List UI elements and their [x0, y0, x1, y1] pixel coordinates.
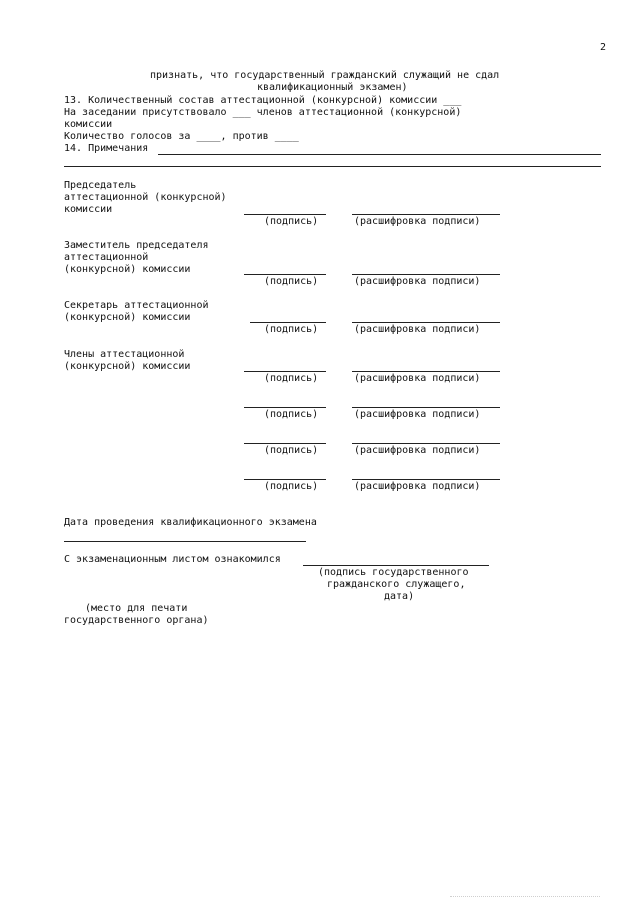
exam-date-label: Дата проведения квалификационного экзамена [64, 517, 317, 528]
chair-signature-line [244, 214, 326, 215]
notes-line-1 [158, 154, 601, 155]
notes-line-2 [64, 166, 601, 167]
intro-line-1: признать, что государственный гражданский служащий не сдал [150, 70, 500, 81]
members-label-1: Члены аттестационной [64, 349, 185, 360]
chair-label-1: Председатель [64, 180, 137, 191]
deputy-signature-caption: (подпись) [264, 276, 319, 287]
member-1-transcript-line [352, 371, 500, 372]
member-3-transcript-line [352, 443, 500, 444]
deputy-transcript-line [352, 274, 500, 275]
secretary-transcript-caption: (расшифровка подписи) [354, 324, 481, 335]
chair-label-2: аттестационной (конкурсной) [64, 192, 227, 203]
deputy-label-3: (конкурсной) комиссии [64, 264, 191, 275]
member-4-transcript-line [352, 479, 500, 480]
item-13-commission-size: 13. Количественный состав аттестационной (конкурсной) комиссии ___ [64, 95, 462, 106]
deputy-label-1: Заместитель председателя [64, 240, 209, 251]
members-label-2: (конкурсной) комиссии [64, 361, 191, 372]
members-present-line-1: На заседании присутствовало ___ членов аттестационной (конкурсной) [64, 107, 462, 118]
stamp-place-line-2: государственного органа) [64, 615, 209, 626]
acquainted-label: С экзаменационным листом ознакомился [64, 554, 281, 565]
secretary-signature-line [250, 322, 326, 323]
members-present-line-2: комиссии [64, 119, 113, 130]
member-3-transcript-caption: (расшифровка подписи) [354, 445, 481, 456]
deputy-label-2: аттестационной [64, 252, 149, 263]
deputy-signature-line [244, 274, 326, 275]
chair-signature-caption: (подпись) [264, 216, 319, 227]
member-3-signature-line [244, 443, 326, 444]
intro-line-2: квалификационный экзамен) [257, 82, 408, 93]
member-1-signature-caption: (подпись) [264, 373, 319, 384]
member-4-signature-line [244, 479, 326, 480]
member-4-transcript-caption: (расшифровка подписи) [354, 481, 481, 492]
stamp-place-line-1: (место для печати [85, 603, 188, 614]
secretary-label-1: Секретарь аттестационной [64, 300, 209, 311]
item-14-notes: 14. Примечания [64, 143, 149, 154]
member-2-transcript-caption: (расшифровка подписи) [354, 409, 481, 420]
acquainted-caption-3: дата) [384, 591, 415, 602]
secretary-label-2: (конкурсной) комиссии [64, 312, 191, 323]
member-1-transcript-caption: (расшифровка подписи) [354, 373, 481, 384]
chair-transcript-caption: (расшифровка подписи) [354, 216, 481, 227]
votes-count: Количество голосов за ____, против ____ [64, 131, 299, 142]
deputy-transcript-caption: (расшифровка подписи) [354, 276, 481, 287]
member-1-signature-line [244, 371, 326, 372]
member-3-signature-caption: (подпись) [264, 445, 319, 456]
secretary-transcript-line [352, 322, 500, 323]
acquainted-caption-1: (подпись государственного [318, 567, 469, 578]
page-number: 2 [600, 42, 607, 53]
member-2-signature-line [244, 407, 326, 408]
member-2-signature-caption: (подпись) [264, 409, 319, 420]
member-2-transcript-line [352, 407, 500, 408]
scan-artifact [450, 896, 600, 897]
secretary-signature-caption: (подпись) [264, 324, 319, 335]
member-4-signature-caption: (подпись) [264, 481, 319, 492]
chair-label-3: комиссии [64, 204, 113, 215]
acquainted-signature-line [303, 565, 489, 566]
exam-date-line [64, 541, 306, 542]
chair-transcript-line [352, 214, 500, 215]
acquainted-caption-2: гражданского служащего, [327, 579, 466, 590]
